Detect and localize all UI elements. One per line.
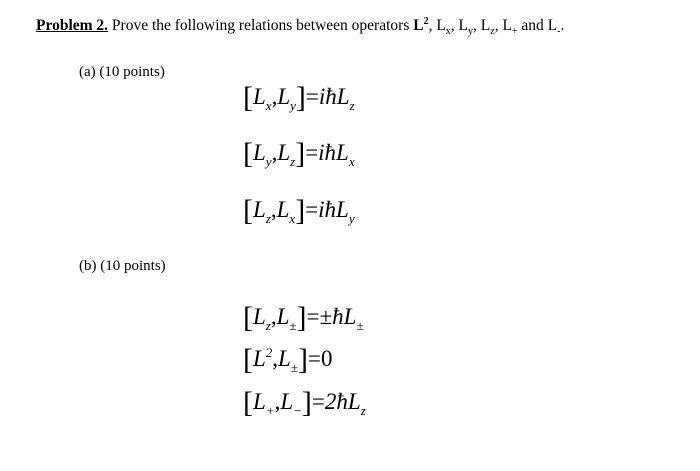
operator-Lz: $L_z$ bbox=[480, 17, 495, 38]
operator-Lplus: $L_+$ bbox=[502, 17, 518, 38]
and-word: and bbox=[521, 17, 544, 34]
equation-a2: $[L_y,L_z]=iħL_x$ bbox=[243, 137, 355, 170]
operator-Lx: $L_x$ bbox=[436, 17, 451, 38]
equation-b2: $[L^2,L_\pm]=0$ bbox=[243, 343, 333, 376]
problem-text: Prove the following relations between operators bbox=[111, 17, 410, 34]
operator-Ly: $L_y$ bbox=[458, 17, 474, 38]
part-a-label: (a) (10 points) bbox=[79, 64, 165, 80]
problem-label: Problem 2. bbox=[36, 17, 109, 34]
part-b-label: (b) (10 points) bbox=[79, 258, 166, 274]
equation-b1: $[L_z,L_\pm]=\pm ħL_\pm$ bbox=[243, 301, 364, 334]
equation-a1: $[L_x,L_y]=iħL_z$ bbox=[243, 81, 355, 114]
operator-Lminus: $L_-$ bbox=[547, 17, 561, 38]
equation-a3: $[L_z,L_x]=iħL_y$ bbox=[243, 194, 355, 227]
operator-L-squared: $L^2$ bbox=[413, 15, 429, 34]
problem-statement: Problem 2. Prove the following relations between operators $L^2$, $L_x$, $L_y$, $L_z$, $L_+$ and $L_-$. bbox=[36, 15, 565, 38]
equation-b3: $[L_+,L_-]=2ħL_z$ bbox=[243, 386, 366, 419]
